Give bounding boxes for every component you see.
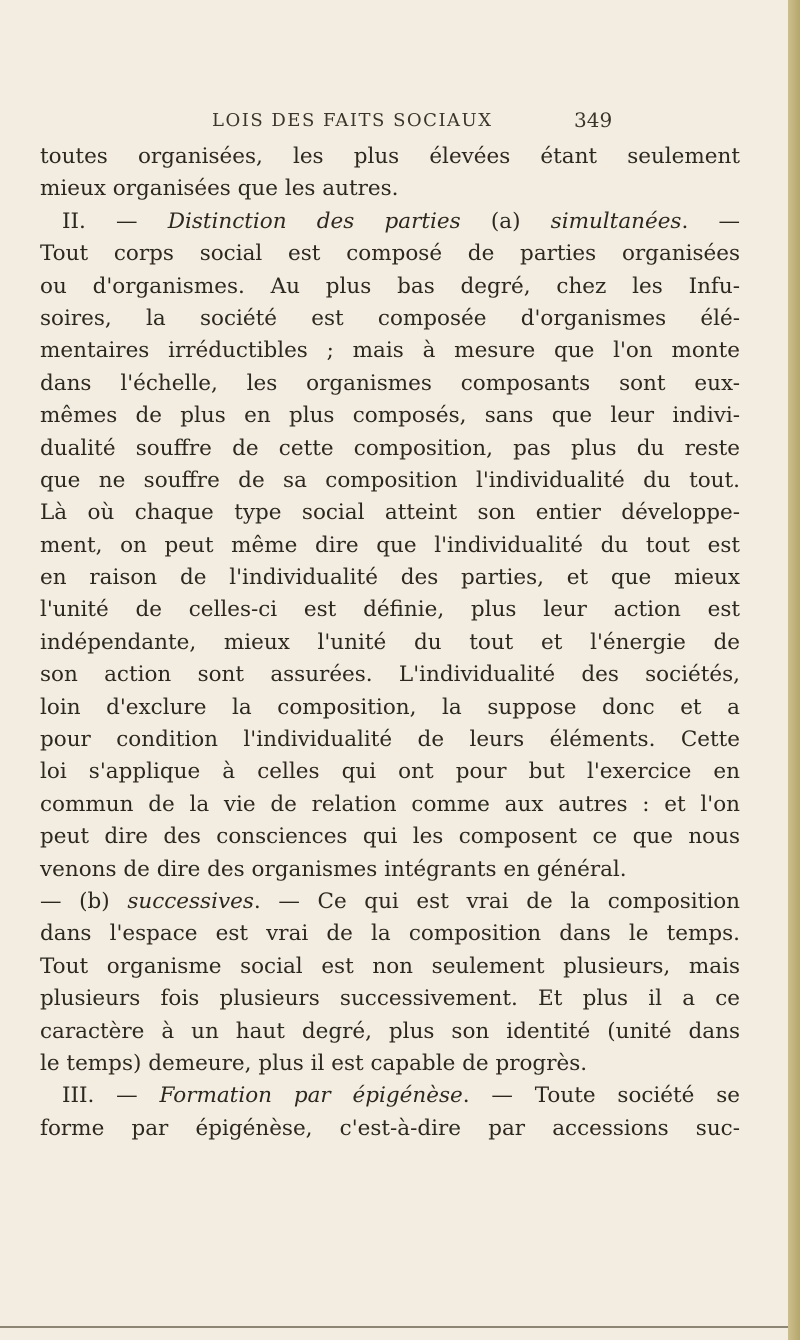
text-line: venons de dire des organismes intégrants en général. xyxy=(40,856,627,882)
body-text xyxy=(40,141,740,1145)
text-line: plusieurs fois plusieurs successivement. Et plus il a ce xyxy=(40,986,740,1012)
section-heading-iii xyxy=(40,1080,740,1112)
subsection-title: simultanées xyxy=(550,208,682,234)
text-line: caractère à un haut degré, plus son identité (unité dans xyxy=(40,1018,740,1044)
section-heading-b xyxy=(40,886,740,918)
section-title: Distinction des parties xyxy=(167,208,461,234)
section-number: II. — xyxy=(62,208,168,234)
text-line: ment, on peut même dire que l'individualité du tout est xyxy=(40,532,740,558)
text-line: mieux organisées que les autres. xyxy=(40,176,399,202)
text-line: Là où chaque type social atteint son entier développe- xyxy=(40,500,740,526)
section-heading-ii xyxy=(40,206,740,238)
subsection-marker: — (b) xyxy=(40,888,128,914)
text-line: Tout organisme social est non seulement plusieurs, mais xyxy=(40,953,740,979)
text-line: dualité souffre de cette composition, pas plus du reste xyxy=(40,435,740,461)
text-line: dans l'espace est vrai de la composition dans le temps. xyxy=(40,921,740,947)
heading-dash: . — xyxy=(681,208,741,234)
section-number: III. — xyxy=(62,1083,160,1109)
text-line: toutes organisées, les plus élevées étant seulement xyxy=(40,144,740,169)
text-line: son action sont assurées. L'individualité des sociétés, xyxy=(40,662,740,688)
text-line: mêmes de plus en plus composés, sans que leur indivi- xyxy=(40,403,740,429)
text-line: loin d'exclure la composition, la suppose donc et a xyxy=(40,694,740,720)
running-head: LOIS DES FAITS SOCIAUX xyxy=(212,110,493,131)
text-line: pour condition l'individualité de leurs éléments. Cette xyxy=(40,727,740,753)
text-line: mentaires irréductibles ; mais à mesure que l'on monte xyxy=(40,338,740,364)
subsection-text: . — Ce qui est vrai de la composition xyxy=(253,888,740,914)
text-line: ou d'organismes. Au plus bas degré, chez les Infu- xyxy=(40,273,740,299)
section-title: Formation par épigénèse xyxy=(159,1083,463,1109)
text-line: peut dire des consciences qui les composent ce que nous xyxy=(40,824,740,850)
subsection-title: successives xyxy=(127,888,254,914)
page-header xyxy=(0,104,788,134)
text-line: loi s'applique à celles qui ont pour but l'exercice en xyxy=(40,759,740,785)
text-line: en raison de l'individualité des parties, et que mieux xyxy=(40,565,740,591)
page-edge xyxy=(788,0,800,1340)
page-number: 349 xyxy=(574,108,613,132)
text-line: indépendante, mieux l'unité du tout et l'énergie de xyxy=(40,629,740,655)
text-line: l'unité de celles-ci est définie, plus leur action est xyxy=(40,597,740,623)
section-text: . — Toute société se xyxy=(462,1083,740,1109)
subsection-marker: (a) xyxy=(460,208,551,234)
text-line: Tout corps social est composé de parties organisées xyxy=(40,241,740,267)
text-line: commun de la vie de relation comme aux autres : et l'on xyxy=(40,791,740,817)
text-line: soires, la société est composée d'organismes élé- xyxy=(40,305,740,331)
text-line: dans l'échelle, les organismes composants sont eux- xyxy=(40,370,740,396)
text-line: que ne souffre de sa composition l'individualité du tout. xyxy=(40,467,740,493)
text-line: le temps) demeure, plus il est capable de progrès. xyxy=(40,1050,588,1076)
bottom-rule xyxy=(0,1326,788,1328)
text-line: forme par épigénèse, c'est-à-dire par accessions suc- xyxy=(40,1115,740,1141)
